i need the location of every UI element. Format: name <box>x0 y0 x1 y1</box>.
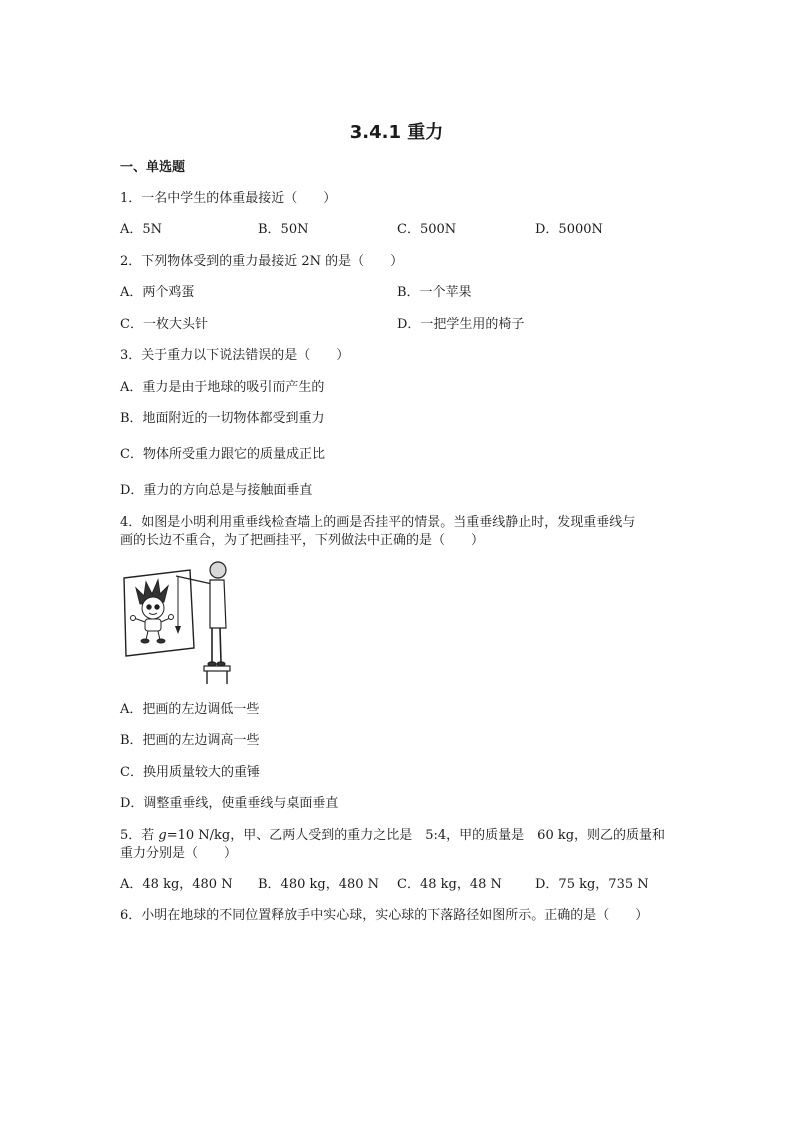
question-2-option-b: B．一个苹果 <box>397 285 472 300</box>
question-2-option-a: A．两个鸡蛋 <box>120 285 195 300</box>
question-1-stem: 1．一名中学生的体重最接近（ ） <box>120 191 337 206</box>
plumb-line-illustration <box>120 558 240 686</box>
question-1-option-a: A．5N <box>120 222 163 237</box>
question-3-option-d: D．重力的方向总是与接触面垂直 <box>120 483 313 498</box>
question-4-option-b: B．把画的左边调高一些 <box>120 733 260 748</box>
question-3-stem: 3．关于重力以下说法错误的是（ ） <box>120 348 350 363</box>
question-6-stem: 6．小明在地球的不同位置释放手中实心球，实心球的下落路径如图所示。正确的是（ ） <box>120 908 649 923</box>
question-4-stem-line2: 画的长边不重合，为了把画挂平，下列做法中正确的是（ ） <box>120 533 485 548</box>
question-1-option-c: C．500N <box>397 222 457 237</box>
question-4-option-c: C．换用质量较大的重锤 <box>120 765 260 780</box>
section-heading: 一、单选题 <box>120 160 186 175</box>
document-title: 3.4.1 重力 <box>349 122 444 143</box>
question-2-option-c: C．一枚大头针 <box>120 317 208 332</box>
question-5-option-b: B．480 kg，480 N <box>258 877 380 892</box>
question-5-stem-line2: 重力分别是（ ） <box>120 846 238 861</box>
question-2-option-d: D．一把学生用的椅子 <box>397 317 525 332</box>
stool <box>204 666 230 684</box>
question-4-option-d: D．调整重垂线，使重垂线与桌面垂直 <box>120 796 339 811</box>
question-3-option-b: B．地面附近的一切物体都受到重力 <box>120 411 325 426</box>
question-1-option-b: B．50N <box>258 222 309 237</box>
question-2-stem: 2．下列物体受到的重力最接近 2N 的是（ ） <box>120 254 404 269</box>
question-4-stem-line1: 4．如图是小明利用重垂线检查墙上的画是否挂平的情景。当重垂线静止时，发现重垂线与 <box>120 515 636 530</box>
question-5-option-a: A．48 kg，480 N <box>120 877 233 892</box>
question-5-option-c: C．48 kg，48 N <box>397 877 502 892</box>
question-4-option-a: A．把画的左边调低一些 <box>120 702 260 717</box>
question-1-option-d: D．5000N <box>535 222 603 237</box>
gravity-symbol: g <box>158 828 167 843</box>
question-5-prefix: 5．若 <box>120 828 159 843</box>
question-3-option-c: C．物体所受重力跟它的质量成正比 <box>120 447 325 462</box>
question-5-option-d: D．75 kg，735 N <box>535 877 649 892</box>
question-5-stem-line1 <box>120 828 665 844</box>
question-3-option-a: A．重力是由于地球的吸引而产生的 <box>120 380 325 395</box>
question-5-stem-rest: =10 N/kg，甲、乙两人受到的重力之比是 5:4，甲的质量是 60 kg，则乙的质量和 <box>166 828 666 843</box>
